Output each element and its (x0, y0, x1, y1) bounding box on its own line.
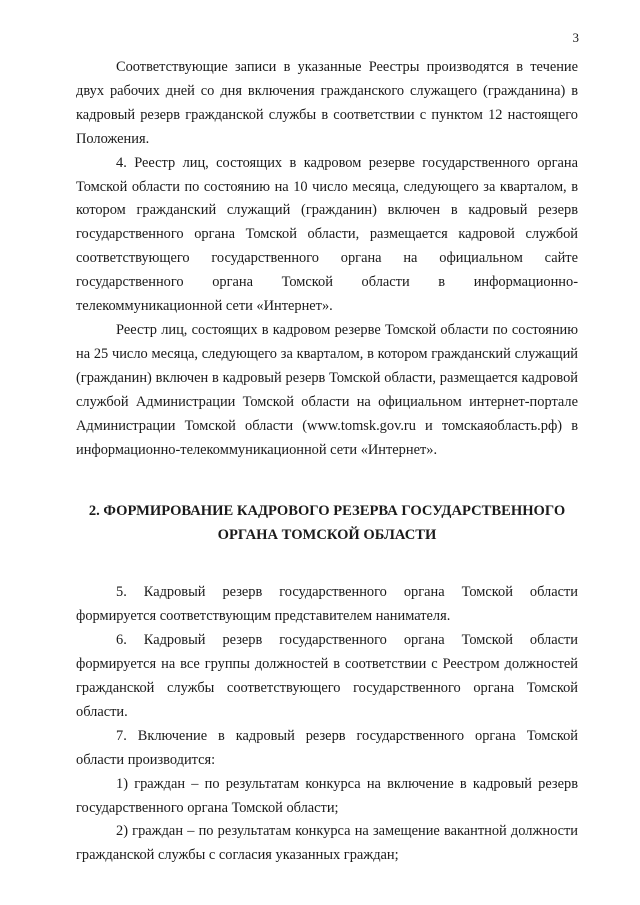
paragraph-6: 6. Кадровый резерв государственного органа Томской области формируется на все группы должностей в соответствии с Реестром должностей гражданской службы соответствующего государственного органа Томской области. (76, 632, 578, 720)
section-heading (76, 499, 578, 547)
paragraph-5: 5. Кадровый резерв государственного органа Томской области формируется соответствующим представителем нанимателя. (76, 584, 578, 625)
paragraph-4-registry-state-organ: 4. Реестр лиц, состоящих в кадровом резерве государственного органа Томской области по состоянию на 10 число месяца, следующего за кварталом, в котором гражданский служащий (гражданин) включен в кадровый резерв государственного органа Томской области, размещается кадровой службой соответствующего государственного органа на официальном сайте государственного органа Томской области в информационно-телекоммуникационной сети «Интернет». (76, 154, 578, 315)
section-heading-line-2: ОРГАНА ТОМСКОЙ ОБЛАСТИ (217, 527, 437, 544)
paragraph-registry-tomsk-region: Реестр лиц, состоящих в кадровом резерве Томской области по состоянию на 25 число месяца, следующего за кварталом, в котором гражданский служащий (гражданин) включен в кадровый резерв Томской области, размещается кадровой службой Администрации Томской области на официальном интернет-портале Администрации Томской области (www.tomsk.gov.ru и томскаяобласть.рф) в информационно-телекоммуникационной сети «Интернет». (76, 321, 578, 458)
paragraph-7: 7. Включение в кадровый резерв государственного органа Томской области производится: (76, 727, 578, 768)
paragraph-7-item-1: 1) граждан – по результатам конкурса на включение в кадровый резерв государственного органа Томской области; (76, 775, 578, 816)
page-number: 3 (572, 30, 579, 45)
paragraph-7-item-2: 2) граждан – по результатам конкурса на замещение вакантной должности гражданской службы с согласия указанных граждан; (76, 823, 578, 864)
section-heading-line-1: 2. ФОРМИРОВАНИЕ КАДРОВОГО РЕЗЕРВА ГОСУДАРСТВЕННОГО (88, 503, 566, 520)
document-body (76, 56, 578, 868)
paragraph-registry-records: Соответствующие записи в указанные Реестры производятся в течение двух рабочих дней со дня включения гражданского служащего (гражданина) в кадровый резерв гражданской службы в соответствии с пунктом 12 настоящего Положения. (76, 59, 578, 147)
